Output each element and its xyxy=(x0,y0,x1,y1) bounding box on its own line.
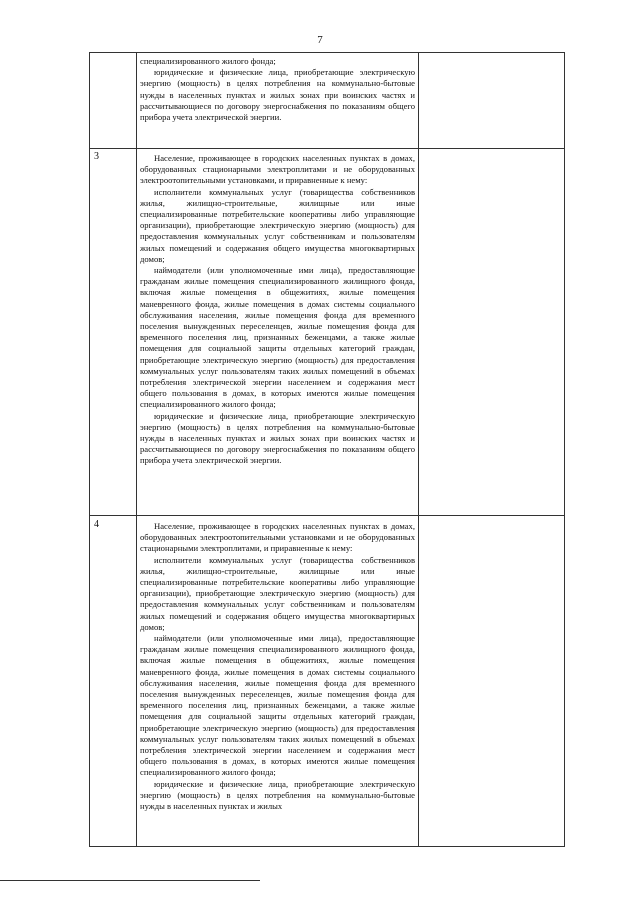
footer-rule xyxy=(0,880,260,881)
column-divider xyxy=(418,53,419,846)
row-number: 4 xyxy=(94,519,99,530)
page-number: 7 xyxy=(317,34,323,46)
paragraph: наймодатели (или уполномоченные ими лица), предоставляющие гражданам жилые помещения специализированного жилищного фонда, включая жилые помещения в общежитиях, жилые помещения маневренного фонда, жилые помещения в домах системы социального обслуживания населения, жилые помещения фонда для временного поселения вынужденных переселенцев, жилые помещения фонда для временного поселения лиц, признанных беженцами, а также жилые помещения для социальной защиты отдельных категорий граждан, приобретающие электрическую энергию (мощность) для предоставления коммунальных услуг пользователям таких жилых помещений в объемах потребления электрической энергии населением и содержания мест общего пользования в домах, в которых имеются жилые помещения специализированного жилого фонда; xyxy=(140,265,415,410)
paragraph: наймодатели (или уполномоченные ими лица), предоставляющие гражданам жилые помещения специализированного жилищного фонда, включая жилые помещения в общежитиях, жилые помещения маневренного фонда, жилые помещения в домах системы социального обслуживания населения, жилые помещения фонда для временного поселения вынужденных переселенцев, жилые помещения фонда для временного поселения лиц, признанных беженцами, а также жилые помещения для социальной защиты отдельных категорий граждан, приобретающие электрическую энергию (мощность) для предоставления коммунальных услуг пользователям таких жилых помещений в объемах потребления электрической энергии населением и содержания мест общего пользования в домах, в которых имеются жилые помещения специализированного жилого фонда; xyxy=(140,633,415,778)
row-divider xyxy=(90,148,564,149)
paragraph: исполнители коммунальных услуг (товарищества собственников жилья, жилищно-строительные, жилищные или иные специализированные потребительские кооперативы либо управляющие организации), приобретающие электрическую энергию (мощность) для предоставления коммунальных услуг собственникам и пользователям жилых помещений и содержания общего имущества многоквартирных домов; xyxy=(140,554,415,632)
paragraph: исполнители коммунальных услуг (товарищества собственников жилья, жилищно-строительные, жилищные или иные специализированные потребительские кооперативы либо управляющие организации), приобретающие электрическую энергию (мощность) для предоставления коммунальных услуг собственникам и пользователям жилых помещений и содержания общего имущества многоквартирных домов; xyxy=(140,186,415,264)
paragraph: Население, проживающее в городских населенных пунктах в домах, оборудованных электроотопительными установками и не оборудованных стационарными электроплитами, и приравненные к нему: xyxy=(140,521,415,554)
paragraph: юридические и физические лица, приобретающие электрическую энергию (мощность) в целях потребления на коммунально-бытовые нужды в населенных пунктах и жилых xyxy=(140,778,415,812)
row-4-text xyxy=(140,521,415,812)
row-3-text xyxy=(140,153,415,467)
row-divider xyxy=(90,515,564,516)
row-1-text xyxy=(140,56,415,123)
row-number: 3 xyxy=(94,151,99,162)
paragraph: юридические и физические лица, приобретающие электрическую энергию (мощность) в целях потребления на коммунально-бытовые нужды в населенных пунктах и жилых зонах при воинских частях и рассчитывающиеся по договору энергоснабжения по показаниям общего прибора учета электрической энергии. xyxy=(140,410,415,466)
paragraph: юридические и физические лица, приобретающие электрическую энергию (мощность) в целях потребления на коммунально-бытовые нужды в населенных пунктах и жилых зонах при воинских частях и рассчитывающиеся по договору энергоснабжения по показаниям общего прибора учета электрической энергии. xyxy=(140,67,415,123)
paragraph: специализированного жилого фонда; xyxy=(140,56,276,66)
column-divider xyxy=(136,53,137,846)
paragraph: Население, проживающее в городских населенных пунктах в домах, оборудованных стационарными электроплитами и не оборудованных электроотопительными установками, и приравненные к нему: xyxy=(140,153,415,186)
tariff-table xyxy=(89,52,565,847)
